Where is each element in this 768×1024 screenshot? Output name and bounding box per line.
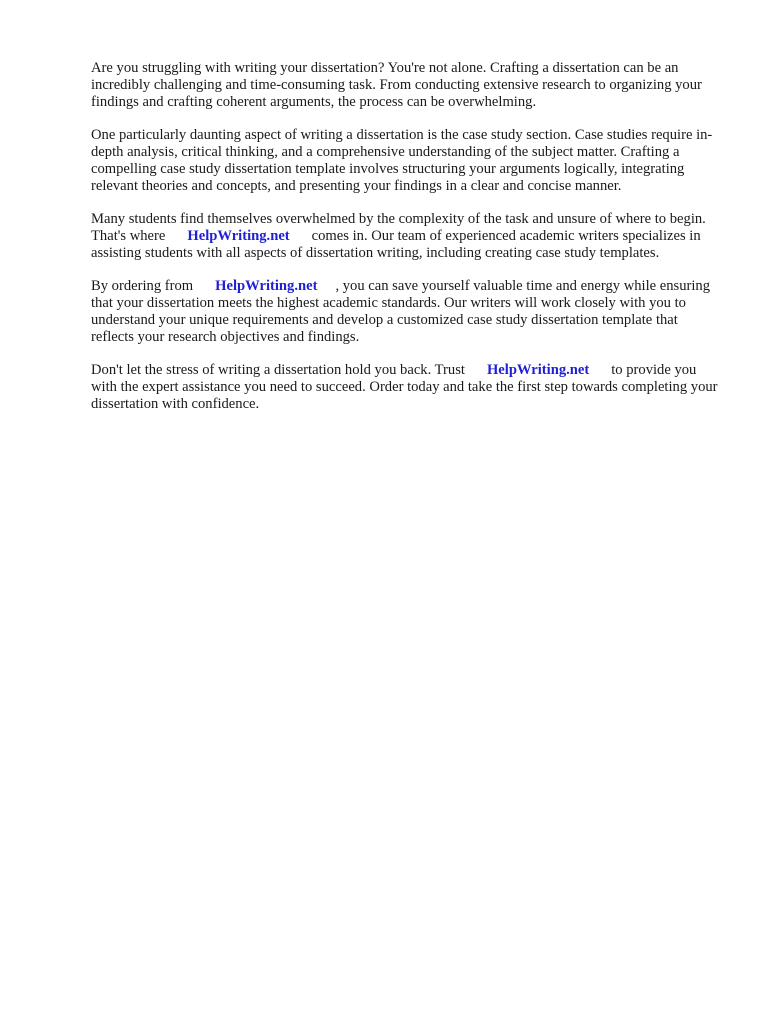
paragraph-overwhelmed [91,211,721,262]
paragraph-case-study: One particularly daunting aspect of writing a dissertation is the case study section. Case studies require in-depth analysis, critical thinking, and a comprehensive understanding of the subject matter. Crafting a compelling case study dissertation template involves structuring your arguments logically, integrating relevant theories and concepts, and presenting your findings in a clear and concise manner. [91,127,713,194]
helpwriting-link[interactable]: HelpWriting.net [215,278,318,294]
paragraph-text-before-link: By ordering from [91,278,194,294]
paragraph-text-after-link: comes in. Our team of experienced academic writers specializes in assisting students with all aspects of dissertation writing, including creating case study templates. [91,228,701,261]
helpwriting-link[interactable]: HelpWriting.net [187,228,290,244]
document-page [91,60,721,429]
paragraph-closing [91,362,721,413]
paragraph-ordering [91,278,721,346]
helpwriting-link[interactable]: HelpWriting.net [486,362,590,378]
paragraph-text-before-link: Many students find themselves overwhelmed by the complexity of the task and unsure of where to begin. That's where [91,211,706,244]
paragraph-text-after-link: , you can save yourself valuable time and energy while ensuring that your dissertation meets the highest academic standards. Our writers will work closely with you to understand your unique requirements and develop a customized case study dissertation template that reflects your research objectives and findings. [91,278,711,345]
paragraph-intro: Are you struggling with writing your dissertation? You're not alone. Crafting a dissertation can be an incredibly challenging and time-consuming task. From conducting extensive research to organizing your findings and crafting coherent arguments, the process can be overwhelming. [91,60,702,110]
paragraph-text-after-link: to provide you with the expert assistance you need to succeed. Order today and take the first step towards completing your dissertation with confidence. [91,362,718,412]
paragraph-text-before-link: Don't let the stress of writing a dissertation hold you back. Trust [91,362,465,378]
